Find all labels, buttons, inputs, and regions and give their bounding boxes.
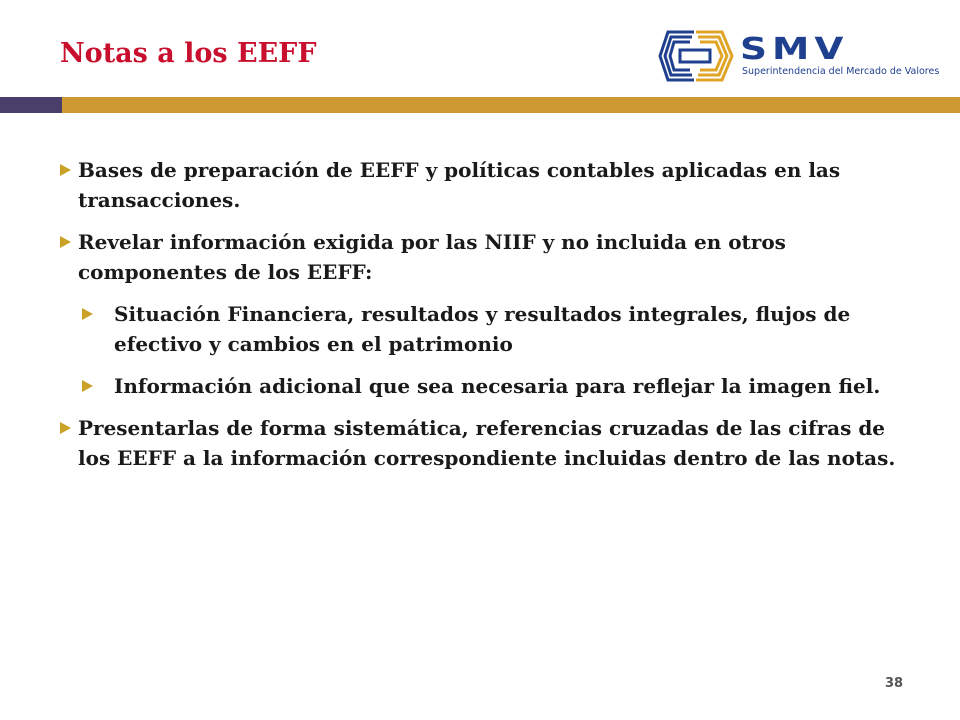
bullet-item — [60, 227, 920, 287]
smv-logo — [656, 26, 940, 86]
bullet-text: Presentarlas de forma sistemática, referencias cruzadas de las cifras de los EEFF a la información correspondiente incluidas dentro de las notas. — [78, 416, 896, 470]
divider-gold-segment — [62, 97, 960, 113]
arrow-bullet-icon — [60, 164, 71, 176]
slide-content — [60, 155, 920, 485]
sub-bullet-item — [82, 371, 920, 401]
smv-emblem-icon — [656, 26, 736, 86]
divider-dark-segment — [0, 97, 62, 113]
bullet-item — [60, 155, 920, 215]
sub-bullet-item — [82, 299, 920, 359]
bullet-text: Situación Financiera, resultados y resultados integrales, flujos de efectivo y cambios en el patrimonio — [114, 302, 851, 356]
arrow-bullet-icon — [60, 422, 71, 434]
bullet-text: Revelar información exigida por las NIIF y no incluida en otros componentes de los EEFF: — [78, 230, 786, 284]
bullet-item — [60, 413, 920, 473]
bullet-text: Información adicional que sea necesaria para reflejar la imagen fiel. — [114, 374, 881, 398]
logo-wordmark: SMV — [740, 32, 849, 67]
page-number: 38 — [885, 676, 904, 691]
slide-title: Notas a los EEFF — [60, 38, 317, 69]
arrow-bullet-icon — [82, 308, 93, 320]
header-divider — [0, 97, 960, 113]
arrow-bullet-icon — [82, 380, 93, 392]
arrow-bullet-icon — [60, 236, 71, 248]
logo-subtitle: Superintendencia del Mercado de Valores — [742, 66, 940, 77]
bullet-text: Bases de preparación de EEFF y políticas contables aplicadas en las transacciones. — [78, 158, 841, 212]
